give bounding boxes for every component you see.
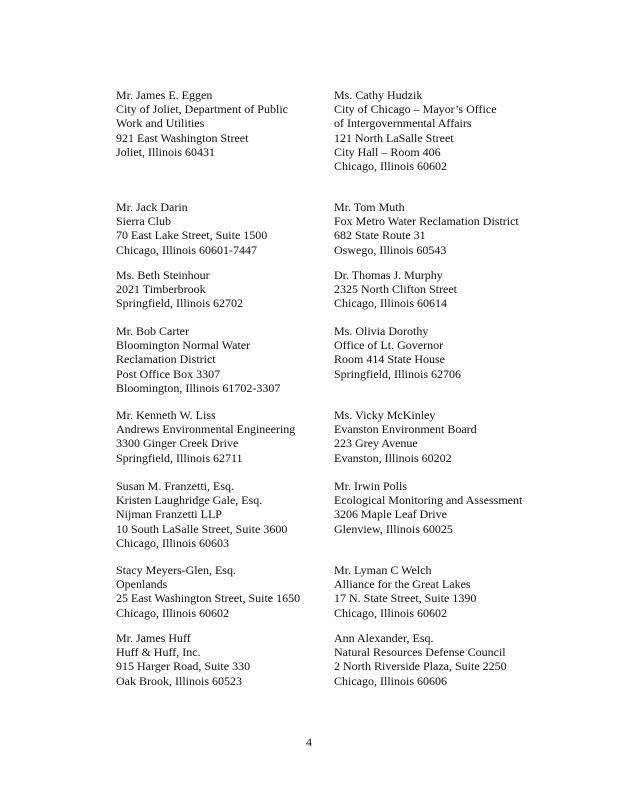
address-block-mckinley <box>334 408 477 465</box>
address-line: 682 State Route 31 <box>334 228 426 243</box>
address-line: Mr. Bob Carter <box>116 324 189 338</box>
address-line: of Intergovernmental Affairs <box>334 116 472 131</box>
address-line: Glenview, Illinois 60025 <box>334 521 453 536</box>
address-line: 2021 Timberbrook <box>116 282 206 297</box>
address-line: Ms. Cathy Hudzik <box>334 88 423 102</box>
address-line: Post Office Box 3307 <box>116 366 221 381</box>
address-block-franzetti <box>116 479 287 550</box>
address-block-dorothy <box>334 324 461 381</box>
address-line: Evanston Environment Board <box>334 422 477 437</box>
address-line: 3206 Maple Leaf Drive <box>334 507 447 522</box>
address-line: Huff & Huff, Inc. <box>116 645 201 660</box>
address-line: Reclamation District <box>116 352 216 367</box>
address-block-meyers-glen <box>116 563 300 620</box>
address-line: Joliet, Illinois 60431 <box>116 144 215 159</box>
address-line: 3300 Ginger Creek Drive <box>116 436 239 451</box>
address-line: Bloomington, Illinois 61702-3307 <box>116 380 281 395</box>
address-line: City Hall – Room 406 <box>334 144 441 159</box>
address-line: City of Joliet, Department of Public <box>116 102 288 117</box>
address-line: 25 East Washington Street, Suite 1650 <box>116 591 301 606</box>
address-line: Ann Alexander, Esq. <box>334 631 434 645</box>
address-block-darin <box>116 200 267 257</box>
address-line: Office of Lt. Governor <box>334 338 444 353</box>
address-line: Andrews Environmental Engineering <box>116 422 296 437</box>
address-block-steinhour <box>116 268 243 311</box>
address-line: Fox Metro Water Reclamation District <box>334 214 519 229</box>
address-line: Springfield, Illinois 62711 <box>116 450 243 465</box>
address-line: Chicago, Illinois 60601-7447 <box>116 242 257 257</box>
address-line: Susan M. Franzetti, Esq. <box>116 479 234 493</box>
address-line: Oak Brook, Illinois 60523 <box>116 673 242 688</box>
address-line: Room 414 State House <box>334 352 445 367</box>
address-block-liss <box>116 408 295 465</box>
address-block-carter <box>116 324 280 395</box>
address-line: Chicago, Illinois 60603 <box>116 535 229 550</box>
address-line: Mr. Jack Darin <box>116 200 188 214</box>
address-line: City of Chicago – Mayor’s Office <box>334 102 497 117</box>
address-block-polls <box>334 479 522 536</box>
address-line: Ms. Olivia Dorothy <box>334 324 429 338</box>
address-line: Ms. Beth Steinhour <box>116 268 210 282</box>
address-line: 921 East Washington Street <box>116 130 249 145</box>
address-line: Chicago, Illinois 60614 <box>334 296 447 311</box>
address-line: Mr. James Huff <box>116 631 191 645</box>
address-line: 915 Harger Road, Suite 330 <box>116 659 251 674</box>
address-line: Ecological Monitoring and Assessment <box>334 493 523 508</box>
address-line: 70 East Lake Street, Suite 1500 <box>116 228 268 243</box>
page-number: 4 <box>306 735 312 749</box>
address-line: Evanston, Illinois 60202 <box>334 450 452 465</box>
address-line: 17 N. State Street, Suite 1390 <box>334 591 477 606</box>
address-line: Sierra Club <box>116 214 171 229</box>
address-line: 223 Grey Avenue <box>334 436 418 451</box>
address-line: Bloomington Normal Water <box>116 338 251 353</box>
address-line: 2 North Riverside Plaza, Suite 2250 <box>334 659 507 674</box>
address-line: Springfield, Illinois 62706 <box>334 366 461 381</box>
address-line: Springfield, Illinois 62702 <box>116 296 243 311</box>
address-block-muth <box>334 200 519 257</box>
address-line: Mr. Kenneth W. Liss <box>116 408 216 422</box>
address-line: 121 North LaSalle Street <box>334 130 454 145</box>
address-line: Nijman Franzetti LLP <box>116 507 222 522</box>
address-line: Chicago, Illinois 60606 <box>334 673 447 688</box>
address-block-eggen <box>116 88 288 159</box>
address-line: Chicago, Illinois 60602 <box>334 605 447 620</box>
address-line: Mr. Irwin Polls <box>334 479 408 493</box>
address-line: 2325 North Clifton Street <box>334 282 457 297</box>
address-block-hudzik <box>334 88 497 173</box>
address-block-huff <box>116 631 250 688</box>
address-line: Mr. James E. Eggen <box>116 88 213 102</box>
address-line: Chicago, Illinois 60602 <box>116 605 229 620</box>
address-line: Kristen Laughridge Gale, Esq. <box>116 493 263 508</box>
address-line: 10 South LaSalle Street, Suite 3600 <box>116 521 288 536</box>
address-line: Natural Resources Defense Council <box>334 645 506 660</box>
address-line: Openlands <box>116 577 168 592</box>
address-line: Stacy Meyers-Glen, Esq. <box>116 563 236 577</box>
address-block-alexander <box>334 631 507 688</box>
address-line: Dr. Thomas J. Murphy <box>334 268 443 282</box>
address-line: Mr. Lyman C Welch <box>334 563 432 577</box>
address-line: Work and Utilities <box>116 116 205 131</box>
address-line: Ms. Vicky McKinley <box>334 408 436 422</box>
address-line: Mr. Tom Muth <box>334 200 405 214</box>
address-line: Oswego, Illinois 60543 <box>334 242 447 257</box>
address-line: Alliance for the Great Lakes <box>334 577 471 592</box>
address-block-murphy <box>334 268 457 311</box>
address-line: Chicago, Illinois 60602 <box>334 159 447 174</box>
address-block-welch <box>334 563 476 620</box>
